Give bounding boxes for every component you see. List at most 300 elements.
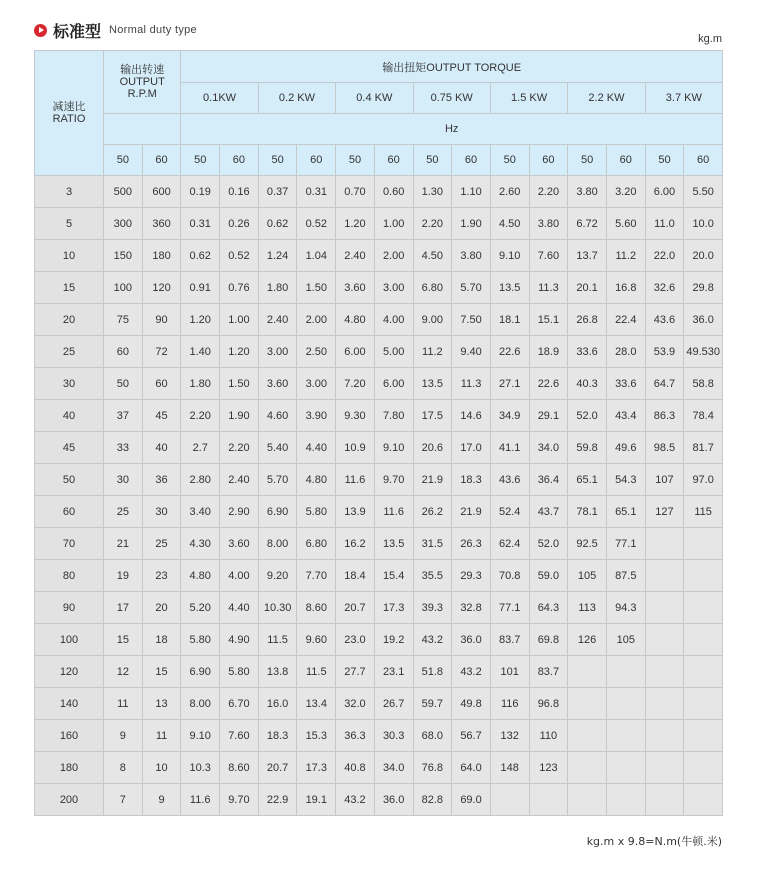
torque-cell: 78.4 [684, 400, 723, 432]
ratio-cell: 160 [35, 720, 104, 752]
hz-value: 50 [336, 145, 375, 176]
torque-cell [606, 784, 645, 816]
torque-cell: 9.00 [413, 304, 452, 336]
torque-cell [645, 656, 684, 688]
torque-cell: 110 [529, 720, 568, 752]
torque-cell: 3.40 [181, 496, 220, 528]
torque-cell: 36.4 [529, 464, 568, 496]
torque-cell [568, 720, 607, 752]
speed-cell: 45 [142, 400, 181, 432]
hz-value: 50 [490, 145, 529, 176]
torque-cell: 18.4 [336, 560, 375, 592]
torque-cell: 26.8 [568, 304, 607, 336]
torque-cell: 1.50 [220, 368, 259, 400]
torque-cell [684, 592, 723, 624]
torque-cell: 5.50 [684, 176, 723, 208]
torque-cell: 59.0 [529, 560, 568, 592]
hz-value: 60 [374, 145, 413, 176]
power-header: 0.4 KW [336, 83, 413, 114]
torque-cell [684, 720, 723, 752]
torque-cell: 1.80 [258, 272, 297, 304]
torque-cell: 16.8 [606, 272, 645, 304]
hz-value: 50 [413, 145, 452, 176]
torque-cell: 1.00 [374, 208, 413, 240]
torque-cell: 65.1 [606, 496, 645, 528]
torque-cell: 54.3 [606, 464, 645, 496]
speed-cell: 15 [142, 656, 181, 688]
torque-cell: 9.20 [258, 560, 297, 592]
torque-cell: 11.5 [258, 624, 297, 656]
torque-cell: 22.0 [645, 240, 684, 272]
ratio-cell: 70 [35, 528, 104, 560]
section-header [34, 18, 197, 42]
torque-cell: 29.8 [684, 272, 723, 304]
torque-cell: 43.6 [490, 464, 529, 496]
speed-cell: 180 [142, 240, 181, 272]
torque-cell: 18.1 [490, 304, 529, 336]
torque-cell: 0.52 [220, 240, 259, 272]
torque-cell: 43.2 [413, 624, 452, 656]
speed-header-cn: 输出转速 [120, 64, 165, 76]
torque-cell: 5.00 [374, 336, 413, 368]
torque-cell: 7.60 [529, 240, 568, 272]
torque-cell [606, 752, 645, 784]
torque-cell: 6.70 [220, 688, 259, 720]
speed-header [104, 51, 181, 114]
torque-cell: 23.0 [336, 624, 375, 656]
torque-cell: 40.8 [336, 752, 375, 784]
torque-cell: 27.7 [336, 656, 375, 688]
torque-cell: 3.00 [258, 336, 297, 368]
torque-cell: 36.0 [374, 784, 413, 816]
torque-cell [684, 528, 723, 560]
speed-cell: 30 [142, 496, 181, 528]
speed-cell: 19 [104, 560, 143, 592]
torque-cell: 28.0 [606, 336, 645, 368]
table-row [35, 592, 723, 624]
torque-cell: 49.8 [452, 688, 491, 720]
torque-cell: 18.9 [529, 336, 568, 368]
torque-cell: 10.0 [684, 208, 723, 240]
torque-cell: 23.1 [374, 656, 413, 688]
speed-cell: 8 [104, 752, 143, 784]
torque-cell: 15.4 [374, 560, 413, 592]
speed-cell: 33 [104, 432, 143, 464]
torque-cell: 1.00 [220, 304, 259, 336]
hz-value: 60 [529, 145, 568, 176]
torque-cell [684, 752, 723, 784]
speed-header-spacer [104, 114, 181, 145]
torque-cell: 11.3 [529, 272, 568, 304]
torque-cell: 13.5 [490, 272, 529, 304]
torque-cell: 15.1 [529, 304, 568, 336]
torque-cell: 69.8 [529, 624, 568, 656]
speed-cell: 10 [142, 752, 181, 784]
torque-cell: 1.20 [181, 304, 220, 336]
torque-cell: 52.0 [529, 528, 568, 560]
torque-cell: 53.9 [645, 336, 684, 368]
torque-cell: 98.5 [645, 432, 684, 464]
torque-cell [684, 688, 723, 720]
table-row [35, 624, 723, 656]
ratio-cell: 200 [35, 784, 104, 816]
torque-cell: 52.0 [568, 400, 607, 432]
torque-cell: 7.70 [297, 560, 336, 592]
ratio-cell: 30 [35, 368, 104, 400]
torque-cell: 8.60 [220, 752, 259, 784]
speed-cell: 7 [104, 784, 143, 816]
torque-cell: 59.8 [568, 432, 607, 464]
torque-cell [684, 784, 723, 816]
torque-cell: 9.40 [452, 336, 491, 368]
torque-cell: 5.80 [297, 496, 336, 528]
power-header: 0.1KW [181, 83, 258, 114]
table-row [35, 240, 723, 272]
ratio-cell: 100 [35, 624, 104, 656]
torque-cell: 56.7 [452, 720, 491, 752]
torque-cell: 10.9 [336, 432, 375, 464]
table-row [35, 496, 723, 528]
torque-cell: 7.50 [452, 304, 491, 336]
hz-value: 50 [645, 145, 684, 176]
table-row [35, 528, 723, 560]
torque-cell: 132 [490, 720, 529, 752]
table-row [35, 784, 723, 816]
torque-cell: 5.70 [258, 464, 297, 496]
torque-cell: 9.30 [336, 400, 375, 432]
torque-cell: 6.90 [181, 656, 220, 688]
table-row [35, 272, 723, 304]
torque-cell: 81.7 [684, 432, 723, 464]
table-row [35, 432, 723, 464]
table-row [35, 560, 723, 592]
torque-cell: 0.91 [181, 272, 220, 304]
hz-value: 50 [258, 145, 297, 176]
torque-cell: 5.60 [606, 208, 645, 240]
table-row [35, 304, 723, 336]
torque-cell [490, 784, 529, 816]
torque-cell: 20.6 [413, 432, 452, 464]
torque-cell: 123 [529, 752, 568, 784]
torque-cell: 36.0 [452, 624, 491, 656]
speed-cell: 72 [142, 336, 181, 368]
torque-cell: 6.80 [297, 528, 336, 560]
torque-cell: 43.2 [452, 656, 491, 688]
speed-cell: 37 [104, 400, 143, 432]
torque-cell: 9.70 [220, 784, 259, 816]
torque-cell: 49.6 [606, 432, 645, 464]
torque-cell: 2.00 [374, 240, 413, 272]
torque-cell: 1.04 [297, 240, 336, 272]
torque-cell: 101 [490, 656, 529, 688]
torque-cell: 19.1 [297, 784, 336, 816]
speed-cell: 25 [104, 496, 143, 528]
speed-cell: 100 [104, 272, 143, 304]
torque-cell: 0.26 [220, 208, 259, 240]
torque-cell: 8.00 [258, 528, 297, 560]
torque-cell: 0.52 [297, 208, 336, 240]
torque-cell: 2.00 [297, 304, 336, 336]
torque-cell [568, 688, 607, 720]
speed-cell: 15 [104, 624, 143, 656]
hz-value: 60 [220, 145, 259, 176]
torque-cell: 3.80 [568, 176, 607, 208]
torque-cell [645, 752, 684, 784]
torque-cell: 59.7 [413, 688, 452, 720]
power-header: 0.2 KW [258, 83, 335, 114]
speed-cell: 30 [104, 464, 143, 496]
torque-cell: 35.5 [413, 560, 452, 592]
torque-cell: 13.4 [297, 688, 336, 720]
torque-cell: 64.3 [529, 592, 568, 624]
torque-cell: 2.60 [490, 176, 529, 208]
torque-cell: 52.4 [490, 496, 529, 528]
torque-cell: 83.7 [529, 656, 568, 688]
table-row [35, 464, 723, 496]
torque-cell: 33.6 [568, 336, 607, 368]
torque-cell: 41.1 [490, 432, 529, 464]
torque-cell: 17.0 [452, 432, 491, 464]
torque-cell: 64.0 [452, 752, 491, 784]
torque-cell: 11.3 [452, 368, 491, 400]
torque-cell: 4.80 [336, 304, 375, 336]
torque-cell [645, 624, 684, 656]
speed-cell: 120 [142, 272, 181, 304]
table-row [35, 656, 723, 688]
torque-cell: 43.4 [606, 400, 645, 432]
torque-cell: 4.50 [413, 240, 452, 272]
torque-cell: 40.3 [568, 368, 607, 400]
torque-cell: 87.5 [606, 560, 645, 592]
torque-cell: 18.3 [258, 720, 297, 752]
torque-cell: 1.90 [220, 400, 259, 432]
hz-value: 50 [104, 145, 143, 176]
table-row [35, 368, 723, 400]
hz-value: 50 [568, 145, 607, 176]
torque-cell: 8.60 [297, 592, 336, 624]
torque-cell: 17.3 [297, 752, 336, 784]
torque-cell: 2.90 [220, 496, 259, 528]
ratio-cell: 25 [35, 336, 104, 368]
ratio-cell: 90 [35, 592, 104, 624]
torque-cell: 2.20 [220, 432, 259, 464]
torque-cell [684, 624, 723, 656]
torque-cell: 34.0 [374, 752, 413, 784]
torque-cell: 11.6 [374, 496, 413, 528]
torque-cell: 20.7 [258, 752, 297, 784]
torque-cell: 18.3 [452, 464, 491, 496]
torque-cell: 19.2 [374, 624, 413, 656]
torque-cell: 13.5 [374, 528, 413, 560]
torque-cell: 3.80 [452, 240, 491, 272]
speed-cell: 360 [142, 208, 181, 240]
hz-value: 60 [606, 145, 645, 176]
table-row [35, 688, 723, 720]
torque-cell: 13.5 [413, 368, 452, 400]
torque-cell: 2.7 [181, 432, 220, 464]
ratio-cell: 40 [35, 400, 104, 432]
torque-cell: 1.90 [452, 208, 491, 240]
torque-table [34, 50, 723, 816]
ratio-header [35, 51, 104, 176]
torque-cell: 4.90 [220, 624, 259, 656]
torque-cell: 115 [684, 496, 723, 528]
torque-cell: 3.00 [297, 368, 336, 400]
speed-cell: 11 [142, 720, 181, 752]
torque-cell: 2.80 [181, 464, 220, 496]
torque-cell: 5.80 [220, 656, 259, 688]
torque-cell: 107 [645, 464, 684, 496]
torque-cell: 7.60 [220, 720, 259, 752]
torque-cell: 4.00 [374, 304, 413, 336]
torque-cell: 0.31 [181, 208, 220, 240]
torque-cell: 2.20 [413, 208, 452, 240]
speed-cell: 17 [104, 592, 143, 624]
torque-cell: 5.40 [258, 432, 297, 464]
torque-cell: 2.20 [181, 400, 220, 432]
torque-cell: 6.00 [336, 336, 375, 368]
power-header: 2.2 KW [568, 83, 645, 114]
torque-cell [645, 784, 684, 816]
torque-cell: 127 [645, 496, 684, 528]
ratio-cell: 80 [35, 560, 104, 592]
torque-cell: 1.40 [181, 336, 220, 368]
torque-cell: 4.00 [220, 560, 259, 592]
torque-cell: 13.9 [336, 496, 375, 528]
ratio-cell: 120 [35, 656, 104, 688]
ratio-header-cn: 减速比 [52, 101, 86, 113]
torque-cell: 11.2 [413, 336, 452, 368]
torque-cell: 76.8 [413, 752, 452, 784]
torque-cell: 5.20 [181, 592, 220, 624]
torque-cell: 58.8 [684, 368, 723, 400]
torque-cell [684, 560, 723, 592]
torque-cell: 1.80 [181, 368, 220, 400]
speed-cell: 300 [104, 208, 143, 240]
torque-cell: 3.60 [258, 368, 297, 400]
speed-cell: 36 [142, 464, 181, 496]
table-row [35, 720, 723, 752]
torque-cell: 5.70 [452, 272, 491, 304]
torque-cell: 3.20 [606, 176, 645, 208]
torque-cell: 51.8 [413, 656, 452, 688]
torque-cell: 126 [568, 624, 607, 656]
torque-cell: 83.7 [490, 624, 529, 656]
torque-cell: 30.3 [374, 720, 413, 752]
speed-cell: 600 [142, 176, 181, 208]
torque-cell: 5.80 [181, 624, 220, 656]
torque-cell: 8.00 [181, 688, 220, 720]
ratio-cell: 50 [35, 464, 104, 496]
torque-cell: 15.3 [297, 720, 336, 752]
torque-cell: 64.7 [645, 368, 684, 400]
hz-value: 60 [297, 145, 336, 176]
ratio-header-en: RATIO [52, 113, 86, 125]
torque-cell: 27.1 [490, 368, 529, 400]
torque-cell [568, 784, 607, 816]
torque-header: 输出扭矩OUTPUT TORQUE [181, 51, 723, 83]
torque-cell: 3.80 [529, 208, 568, 240]
torque-cell: 105 [606, 624, 645, 656]
speed-cell: 90 [142, 304, 181, 336]
ratio-cell: 10 [35, 240, 104, 272]
ratio-cell: 140 [35, 688, 104, 720]
torque-cell: 4.80 [297, 464, 336, 496]
speed-cell: 25 [142, 528, 181, 560]
torque-cell: 9.10 [181, 720, 220, 752]
torque-cell: 6.00 [374, 368, 413, 400]
torque-cell: 21.9 [413, 464, 452, 496]
torque-cell [645, 592, 684, 624]
torque-cell: 62.4 [490, 528, 529, 560]
torque-cell: 32.6 [645, 272, 684, 304]
table-row [35, 208, 723, 240]
torque-cell: 78.1 [568, 496, 607, 528]
torque-cell: 16.2 [336, 528, 375, 560]
torque-cell: 7.20 [336, 368, 375, 400]
torque-cell: 3.60 [336, 272, 375, 304]
table-row [35, 336, 723, 368]
torque-cell: 32.0 [336, 688, 375, 720]
torque-cell: 0.31 [297, 176, 336, 208]
power-header: 1.5 KW [490, 83, 567, 114]
torque-cell: 86.3 [645, 400, 684, 432]
torque-cell: 82.8 [413, 784, 452, 816]
torque-cell: 34.9 [490, 400, 529, 432]
torque-cell: 29.1 [529, 400, 568, 432]
torque-cell: 1.10 [452, 176, 491, 208]
torque-cell: 43.7 [529, 496, 568, 528]
torque-cell: 6.72 [568, 208, 607, 240]
conversion-note: kg.m x 9.8=N.m(牛顿.米) [586, 835, 722, 848]
hz-value: 60 [452, 145, 491, 176]
speed-cell: 150 [104, 240, 143, 272]
torque-cell: 7.80 [374, 400, 413, 432]
table-body [35, 176, 723, 816]
torque-cell: 116 [490, 688, 529, 720]
torque-cell: 1.20 [336, 208, 375, 240]
speed-cell: 23 [142, 560, 181, 592]
ratio-cell: 60 [35, 496, 104, 528]
torque-cell: 0.37 [258, 176, 297, 208]
torque-cell: 1.20 [220, 336, 259, 368]
torque-cell: 17.5 [413, 400, 452, 432]
torque-cell: 32.8 [452, 592, 491, 624]
torque-cell: 11.6 [181, 784, 220, 816]
ratio-cell: 5 [35, 208, 104, 240]
table-row [35, 752, 723, 784]
torque-cell: 13.8 [258, 656, 297, 688]
torque-cell: 0.16 [220, 176, 259, 208]
torque-cell: 2.40 [220, 464, 259, 496]
torque-cell: 0.19 [181, 176, 220, 208]
speed-cell: 9 [142, 784, 181, 816]
speed-cell: 11 [104, 688, 143, 720]
hz-value: 60 [684, 145, 723, 176]
speed-cell: 75 [104, 304, 143, 336]
torque-cell: 0.70 [336, 176, 375, 208]
torque-cell: 2.40 [258, 304, 297, 336]
torque-cell: 2.20 [529, 176, 568, 208]
table-row [35, 176, 723, 208]
torque-cell: 69.0 [452, 784, 491, 816]
torque-cell: 1.30 [413, 176, 452, 208]
torque-cell: 3.60 [220, 528, 259, 560]
torque-cell: 9.70 [374, 464, 413, 496]
torque-cell: 9.60 [297, 624, 336, 656]
torque-cell: 29.3 [452, 560, 491, 592]
torque-cell: 26.2 [413, 496, 452, 528]
